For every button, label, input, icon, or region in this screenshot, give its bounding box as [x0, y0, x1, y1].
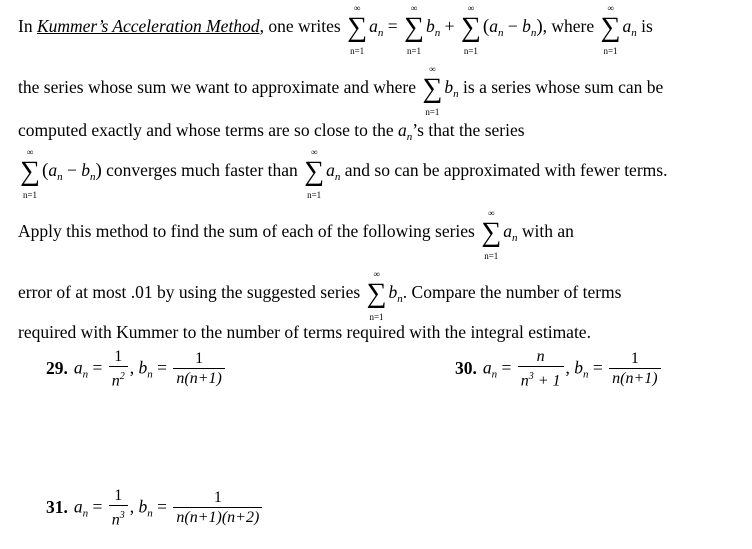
sum-symbol: ∞ ∑ n=1	[20, 147, 40, 200]
fraction: $\frac{1}{n(n+1)(n+2)}$	[173, 489, 262, 528]
line6-text1: error of at most .01 by using the suggested series	[18, 282, 365, 303]
line3-text2: ’s that the series	[412, 120, 525, 140]
sum-symbol: ∞ ∑ n=1	[366, 269, 387, 322]
line2-text1: the series whose sum we want to approximate and where	[18, 77, 421, 98]
line5-text1: Apply this method to find the sum of each of the following series	[18, 221, 480, 242]
text-line-7	[18, 322, 591, 343]
sum-symbol: ∞ ∑ n=1	[422, 64, 443, 117]
line6-text2: . Compare the number of terms	[402, 282, 622, 303]
text-line-2: the series whose sum we want to approximate and where ∞ ∑ n=1 $b_n$ is a series whose sum can be	[18, 64, 664, 117]
sum-symbol: ∞ ∑ n=1	[460, 3, 481, 56]
sum-symbol: ∞ ∑ n=1	[600, 3, 621, 56]
line7-text: required with Kummer to the number of terms required with the integral estimate.	[18, 322, 591, 342]
problem-number: 29.	[46, 357, 68, 378]
sum-symbol: ∞ ∑ n=1	[304, 147, 325, 200]
fraction: $\frac{1}{n^2}$	[109, 348, 128, 391]
problem-31: 31. $a_n$ = $\frac{1}{n^3}$ , $b_n$ = $\frac{1}{n(n+1)(n+2)}$	[46, 487, 264, 530]
text-line-6: error of at most .01 by using the suggested series ∞ ∑ n=1 $b_n$. Compare the number of terms	[18, 269, 622, 322]
line5-text2: with an	[517, 221, 574, 242]
line2-text2: is a series whose sum can be	[458, 77, 664, 98]
sum-symbol: ∞ ∑ n=1	[404, 3, 424, 56]
fraction: $\frac{1}{n(n+1)}$	[609, 350, 660, 389]
line3-text1: computed exactly and whose terms are so close to the	[18, 120, 399, 140]
line1-one-writes: , one writes	[259, 16, 346, 37]
line1-where: , where	[542, 16, 599, 37]
fraction: $\frac{n}{n^3 + 1}$	[518, 348, 564, 391]
problem-number: 30.	[455, 357, 477, 378]
line4-text1: converges much faster than	[101, 160, 303, 181]
problem-29: 29. $a_n$ = $\frac{1}{n^2}$ , $b_n$ = $\frac{1}{n(n+1)}$	[46, 348, 227, 391]
text-line-3: computed exactly and whose terms are so close to the $a_n’s$ that the series	[18, 120, 525, 143]
problem-number: 31.	[46, 496, 68, 517]
sum-symbol: ∞ ∑ n=1	[481, 208, 502, 261]
line1-intro: In	[18, 16, 37, 37]
method-name: Kummer’s Acceleration Method	[36, 16, 260, 37]
text-line-1: In Kummer’s Acceleration Method, one writes ∞ ∑ n=1 $a_n$ = ∞ ∑ n=1 $b_n$ + ∞ ∑ n=1 $(a_n - b_n)$, where ∞ ∑ n=1 $a_n$ is	[18, 3, 653, 56]
line1-is: is	[636, 16, 653, 37]
line4-text2: and so can be approximated with fewer terms.	[340, 160, 668, 181]
text-line-5: Apply this method to find the sum of each of the following series ∞ ∑ n=1 $a_n$ with an	[18, 208, 574, 261]
sum-symbol: ∞ ∑ n=1	[347, 3, 368, 56]
problem-30: 30. $a_n$ = $\frac{n}{n^3 + 1}$ , $b_n$ = $\frac{1}{n(n+1)}$	[455, 348, 663, 391]
text-line-4: ∞ ∑ n=1 $(a_n - b_n)$ converges much faster than ∞ ∑ n=1 $a_n$ and so can be approximated with fewer terms.	[20, 147, 668, 200]
fraction: $\frac{1}{n(n+1)}$	[173, 350, 224, 389]
fraction: $\frac{1}{n^3}$	[109, 487, 128, 530]
